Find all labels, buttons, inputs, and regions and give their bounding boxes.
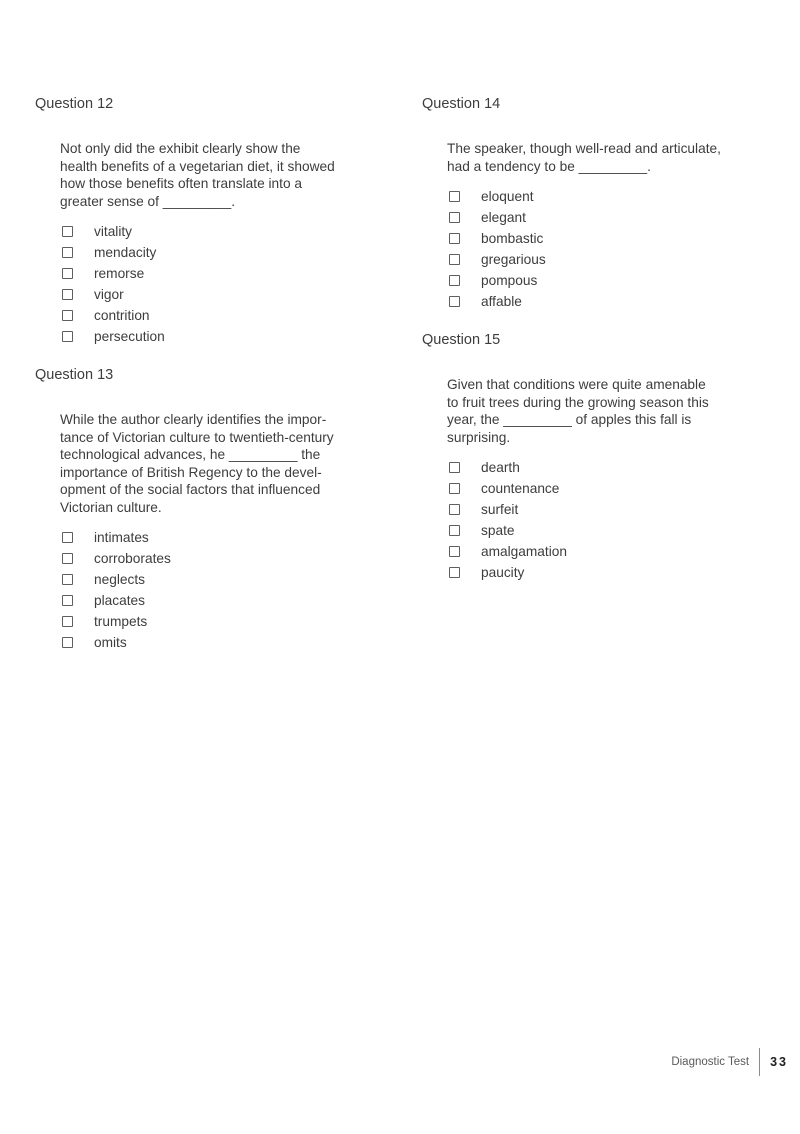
checkbox-icon[interactable] [62, 616, 73, 627]
question-prompt [447, 376, 790, 446]
checkbox-icon[interactable] [62, 553, 73, 564]
option-row[interactable] [449, 228, 790, 249]
option-label: dearth [481, 460, 520, 475]
option-row[interactable] [449, 186, 790, 207]
prompt-line: The speaker, though well-read and articulate, [447, 141, 721, 156]
checkbox-icon[interactable] [62, 247, 73, 258]
option-row[interactable] [449, 541, 790, 562]
question-title: Question 13 [35, 367, 114, 383]
checkbox-icon[interactable] [62, 595, 73, 606]
option-row[interactable] [449, 457, 790, 478]
question-block-13 [35, 367, 401, 653]
footer-divider [759, 1048, 760, 1076]
option-label: omits [94, 635, 127, 650]
option-row[interactable] [62, 326, 401, 347]
option-label: persecution [94, 329, 165, 344]
checkbox-icon[interactable] [62, 574, 73, 585]
question-block-14 [422, 96, 790, 312]
option-label: bombastic [481, 231, 544, 246]
checkbox-icon[interactable] [449, 296, 460, 307]
question-title: Question 12 [35, 96, 114, 112]
option-row[interactable] [449, 249, 790, 270]
checkbox-icon[interactable] [449, 254, 460, 265]
options-list [62, 221, 401, 347]
option-label: remorse [94, 266, 145, 281]
option-label: spate [481, 523, 515, 538]
option-label: countenance [481, 481, 560, 496]
checkbox-icon[interactable] [449, 462, 460, 473]
footer-section-label: Diagnostic Test [671, 1056, 750, 1068]
option-label: corroborates [94, 551, 171, 566]
checkbox-icon[interactable] [62, 226, 73, 237]
option-row[interactable] [449, 478, 790, 499]
checkbox-icon[interactable] [449, 546, 460, 557]
option-row[interactable] [62, 611, 401, 632]
prompt-line: surprising. [447, 429, 511, 445]
option-row[interactable] [62, 221, 401, 242]
question-prompt [60, 411, 401, 516]
option-row[interactable] [62, 569, 401, 590]
right-column [422, 96, 790, 583]
checkbox-icon[interactable] [62, 637, 73, 648]
options-list [449, 186, 790, 312]
option-row[interactable] [62, 548, 401, 569]
option-row[interactable] [449, 499, 790, 520]
option-label: mendacity [94, 245, 157, 260]
option-row[interactable] [62, 590, 401, 611]
footer-page-number: 33 [770, 1055, 788, 1069]
prompt-line: greater sense of _________. [60, 193, 236, 209]
option-label: intimates [94, 530, 149, 545]
checkbox-icon[interactable] [62, 310, 73, 321]
option-label: amalgamation [481, 544, 567, 559]
option-label: surfeit [481, 502, 519, 517]
option-row[interactable] [62, 263, 401, 284]
option-row[interactable] [449, 562, 790, 583]
prompt-line: Not only did the exhibit clearly show the [60, 141, 301, 156]
prompt-line: to fruit trees during the growing season this [447, 394, 709, 410]
question-title: Question 14 [422, 96, 501, 112]
question-title: Question 15 [422, 332, 501, 348]
checkbox-icon[interactable] [449, 483, 460, 494]
question-prompt [60, 140, 401, 210]
prompt-line: how those benefits often translate into a [60, 176, 302, 191]
prompt-line: technological advances, he _________ the [60, 447, 321, 462]
option-label: gregarious [481, 252, 546, 267]
option-label: neglects [94, 572, 145, 587]
left-column [35, 96, 401, 653]
option-label: eloquent [481, 189, 534, 204]
checkbox-icon[interactable] [449, 233, 460, 244]
options-list [62, 527, 401, 653]
options-list [449, 457, 790, 583]
prompt-line: Given that conditions were quite amenable [447, 377, 706, 392]
option-label: pompous [481, 273, 538, 288]
option-row[interactable] [62, 632, 401, 653]
option-row[interactable] [62, 305, 401, 326]
prompt-line: While the author clearly identifies the impor- [60, 412, 327, 427]
prompt-line: year, the _________ of apples this fall is [447, 412, 692, 427]
question-block-15 [422, 332, 790, 583]
option-row[interactable] [449, 207, 790, 228]
question-block-12 [35, 96, 401, 347]
prompt-line: had a tendency to be _________. [447, 158, 651, 174]
option-row[interactable] [62, 527, 401, 548]
checkbox-icon[interactable] [449, 212, 460, 223]
checkbox-icon[interactable] [62, 331, 73, 342]
prompt-line: Victorian culture. [60, 499, 162, 515]
option-label: paucity [481, 565, 525, 580]
option-label: affable [481, 294, 522, 309]
checkbox-icon[interactable] [62, 268, 73, 279]
option-row[interactable] [449, 270, 790, 291]
option-row[interactable] [449, 520, 790, 541]
prompt-line: tance of Victorian culture to twentieth-century [60, 429, 334, 445]
prompt-line: health benefits of a vegetarian diet, it showed [60, 158, 335, 174]
checkbox-icon[interactable] [449, 567, 460, 578]
page-footer [671, 1048, 788, 1076]
option-label: vitality [94, 224, 133, 239]
option-label: elegant [481, 210, 526, 225]
prompt-line: importance of British Regency to the devel- [60, 464, 322, 480]
option-row[interactable] [449, 291, 790, 312]
option-label: vigor [94, 287, 124, 302]
checkbox-icon[interactable] [449, 191, 460, 202]
option-label: trumpets [94, 614, 148, 629]
option-label: contrition [94, 308, 150, 323]
option-label: placates [94, 593, 145, 608]
prompt-line: opment of the social factors that influenced [60, 482, 321, 497]
option-row[interactable] [62, 242, 401, 263]
option-row[interactable] [62, 284, 401, 305]
question-prompt [447, 140, 790, 175]
checkbox-icon[interactable] [449, 525, 460, 536]
checkbox-icon[interactable] [449, 275, 460, 286]
checkbox-icon[interactable] [62, 532, 73, 543]
checkbox-icon[interactable] [62, 289, 73, 300]
checkbox-icon[interactable] [449, 504, 460, 515]
